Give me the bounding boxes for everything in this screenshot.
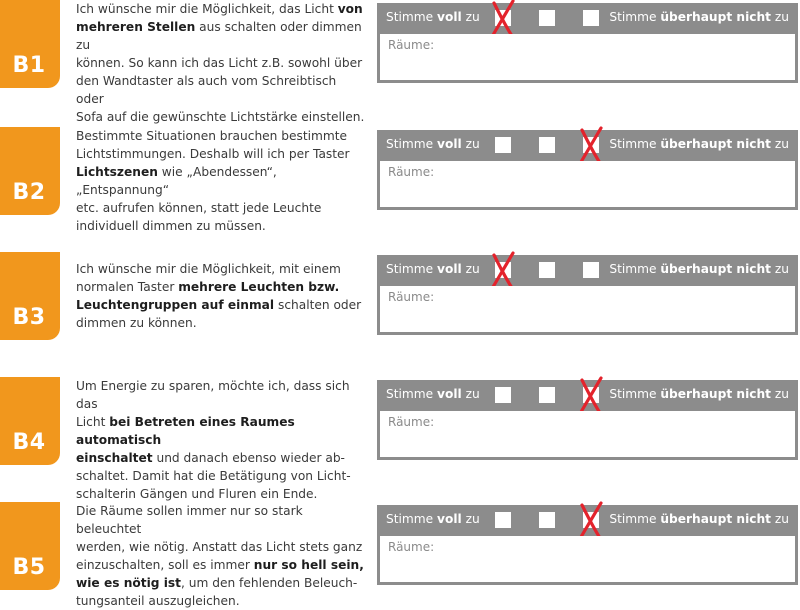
question-tag xyxy=(0,252,60,340)
question-text-line xyxy=(76,18,366,54)
scale-text: zu xyxy=(771,10,789,24)
rating-box xyxy=(377,505,798,585)
question-b4 xyxy=(0,377,800,501)
rooms-label: Räume: xyxy=(388,540,435,554)
emphasis-text: Lichtszenen xyxy=(76,165,158,179)
question-b5 xyxy=(0,502,800,608)
body-text: Die Räume sollen immer nur so stark beleuchtet xyxy=(76,504,303,536)
emphasis-text: mehreren Stellen xyxy=(76,20,196,34)
question-id: B3 xyxy=(12,305,46,330)
question-tag xyxy=(0,127,60,215)
rating-checkbox-3[interactable] xyxy=(583,387,599,403)
cross-mark-icon xyxy=(575,126,607,166)
rating-checkbox-3[interactable] xyxy=(583,512,599,528)
question-id: B4 xyxy=(12,430,46,455)
scale-text: zu xyxy=(771,387,789,401)
body-text: können. So kann ich das Licht z.B. sowohl über xyxy=(76,56,363,70)
emphasis-text: von xyxy=(337,2,363,16)
body-text: etc. aufrufen können, statt jede Leuchte xyxy=(76,201,322,215)
body-text: normalen Taster xyxy=(76,280,179,294)
question-tag xyxy=(0,502,60,590)
scale-text-bold: voll xyxy=(437,262,462,276)
rating-scale xyxy=(377,255,798,285)
question-text-line xyxy=(76,556,366,574)
emphasis-text: einschaltet xyxy=(76,451,153,465)
body-text: schaltet. Damit hat die Betätigung von Licht- xyxy=(76,469,351,483)
cross-mark-icon xyxy=(575,501,607,541)
body-text: dimmen zu können. xyxy=(76,316,197,330)
scale-text-bold: voll xyxy=(437,10,462,24)
body-text: , um den fehlenden Beleuch- xyxy=(181,576,358,590)
scale-label-agree xyxy=(386,512,480,526)
scale-text: Stimme xyxy=(609,10,661,24)
scale-text: zu xyxy=(461,262,480,276)
question-text-line xyxy=(76,467,366,485)
scale-label-disagree xyxy=(609,10,789,24)
question-tag xyxy=(0,0,60,88)
scale-label-disagree xyxy=(609,512,789,526)
question-b1 xyxy=(0,0,800,124)
scale-label-disagree xyxy=(609,262,789,276)
scale-text: Stimme xyxy=(609,262,661,276)
rating-checkbox-2[interactable] xyxy=(539,387,555,403)
scale-text-bold: voll xyxy=(437,387,462,401)
rating-checkbox-3[interactable] xyxy=(583,137,599,153)
body-text: Sofa auf die gewünschte Lichtstärke einstellen. xyxy=(76,110,365,124)
rooms-input[interactable] xyxy=(380,161,795,207)
rooms-label: Räume: xyxy=(388,290,435,304)
question-text-line xyxy=(76,377,366,413)
rooms-label: Räume: xyxy=(388,38,435,52)
cross-mark-icon xyxy=(487,251,519,291)
scale-text: zu xyxy=(771,137,789,151)
rating-checkbox-1[interactable] xyxy=(495,262,511,278)
rooms-input[interactable] xyxy=(380,536,795,582)
emphasis-text: Leuchtengruppen auf einmal xyxy=(76,298,275,312)
rating-box xyxy=(377,380,798,460)
question-text-line xyxy=(76,145,366,163)
scale-label-agree xyxy=(386,137,480,151)
emphasis-text: mehrere Leuchten bzw. xyxy=(178,280,340,294)
question-text-line xyxy=(76,199,366,217)
body-text: einzuschalten, soll es immer xyxy=(76,558,254,572)
body-text: tungsanteil auszugleichen. xyxy=(76,594,240,608)
rating-checkbox-1[interactable] xyxy=(495,512,511,528)
cross-mark-icon xyxy=(575,376,607,416)
rating-checkbox-3[interactable] xyxy=(583,10,599,26)
body-text: Bestimmte Situationen brauchen bestimmte xyxy=(76,129,348,143)
rooms-input[interactable] xyxy=(380,34,795,80)
scale-label-agree xyxy=(386,262,480,276)
question-text-line xyxy=(76,538,366,556)
rating-checkbox-1[interactable] xyxy=(495,387,511,403)
body-text: Um Energie zu sparen, möchte ich, dass sich das xyxy=(76,379,350,411)
rating-checkbox-3[interactable] xyxy=(583,262,599,278)
question-text-line xyxy=(76,413,366,449)
body-text: individuell dimmen zu müssen. xyxy=(76,219,266,233)
question-text-line xyxy=(76,502,366,538)
rating-box xyxy=(377,130,798,210)
rating-box xyxy=(377,255,798,335)
scale-label-agree xyxy=(386,10,480,24)
rating-checkbox-2[interactable] xyxy=(539,512,555,528)
body-text: Ich wünsche mir die Möglichkeit, das Licht xyxy=(76,2,338,16)
body-text: schalten oder xyxy=(274,298,362,312)
question-text-line xyxy=(76,54,366,72)
body-text: aus schalten oder dimmen zu xyxy=(76,20,362,52)
scale-text-bold: überhaupt nicht xyxy=(660,512,771,526)
scale-label-disagree xyxy=(609,387,789,401)
question-text-line xyxy=(76,217,366,235)
scale-text: Stimme xyxy=(609,387,661,401)
question-b3 xyxy=(0,252,800,342)
question-id: B1 xyxy=(12,53,46,78)
body-text: Licht xyxy=(76,415,110,429)
emphasis-text: nur so hell sein, xyxy=(253,558,364,572)
rating-checkbox-1[interactable] xyxy=(495,10,511,26)
body-text: den Wandtaster als auch vom Schreibtisch oder xyxy=(76,74,337,106)
scale-text-bold: voll xyxy=(437,137,462,151)
emphasis-text: wie es nötig ist xyxy=(76,576,181,590)
question-text-line xyxy=(76,485,366,503)
rating-scale xyxy=(377,380,798,410)
rating-scale xyxy=(377,505,798,535)
question-text-line xyxy=(76,314,366,332)
body-text: wie „Abendessen“, „Entspannung“ xyxy=(76,165,277,197)
scale-text: Stimme xyxy=(386,387,438,401)
emphasis-text: bei Betreten eines Raumes automatisch xyxy=(76,415,295,447)
question-text xyxy=(76,502,366,610)
scale-text: zu xyxy=(771,512,789,526)
question-tag xyxy=(0,377,60,465)
rooms-label: Räume: xyxy=(388,165,435,179)
question-text xyxy=(76,377,366,503)
rating-checkbox-2[interactable] xyxy=(539,10,555,26)
question-text-line xyxy=(76,108,366,126)
question-text-line xyxy=(76,592,366,610)
question-text xyxy=(76,260,366,332)
rating-checkbox-2[interactable] xyxy=(539,262,555,278)
question-text-line xyxy=(76,574,366,592)
scale-text-bold: überhaupt nicht xyxy=(660,10,771,24)
question-text-line xyxy=(76,163,366,199)
question-text-line xyxy=(76,72,366,108)
body-text: werden, wie nötig. Anstatt das Licht stets ganz xyxy=(76,540,363,554)
scale-text: Stimme xyxy=(386,512,438,526)
question-text-line xyxy=(76,260,366,278)
scale-text-bold: überhaupt nicht xyxy=(660,387,771,401)
question-id: B5 xyxy=(12,555,46,580)
question-text xyxy=(76,127,366,235)
scale-text: zu xyxy=(461,512,480,526)
scale-text: zu xyxy=(771,262,789,276)
question-text-line xyxy=(76,296,366,314)
rating-scale xyxy=(377,130,798,160)
question-text-line xyxy=(76,449,366,467)
scale-text: Stimme xyxy=(609,512,661,526)
scale-label-agree xyxy=(386,387,480,401)
rating-scale xyxy=(377,3,798,33)
question-text xyxy=(76,0,366,126)
body-text: Lichtstimmungen. Deshalb will ich per Taster xyxy=(76,147,350,161)
question-text-line xyxy=(76,278,366,296)
body-text: schalterin Gängen und Fluren ein Ende. xyxy=(76,487,318,501)
rating-box xyxy=(377,3,798,83)
rating-checkbox-1[interactable] xyxy=(495,137,511,153)
scale-text: Stimme xyxy=(386,262,438,276)
body-text: Ich wünsche mir die Möglichkeit, mit einem xyxy=(76,262,341,276)
question-id: B2 xyxy=(12,180,46,205)
scale-text: Stimme xyxy=(386,137,438,151)
scale-text-bold: überhaupt nicht xyxy=(660,137,771,151)
question-text-line xyxy=(76,127,366,145)
rooms-input[interactable] xyxy=(380,286,795,332)
rooms-label: Räume: xyxy=(388,415,435,429)
question-text-line xyxy=(76,0,366,18)
scale-text: zu xyxy=(461,10,480,24)
scale-text: zu xyxy=(461,137,480,151)
body-text: und danach ebenso wieder ab- xyxy=(152,451,345,465)
scale-text: zu xyxy=(461,387,480,401)
rooms-input[interactable] xyxy=(380,411,795,457)
scale-text: Stimme xyxy=(386,10,438,24)
scale-label-disagree xyxy=(609,137,789,151)
scale-text: Stimme xyxy=(609,137,661,151)
scale-text-bold: überhaupt nicht xyxy=(660,262,771,276)
question-b2 xyxy=(0,127,800,233)
scale-text-bold: voll xyxy=(437,512,462,526)
rating-checkbox-2[interactable] xyxy=(539,137,555,153)
